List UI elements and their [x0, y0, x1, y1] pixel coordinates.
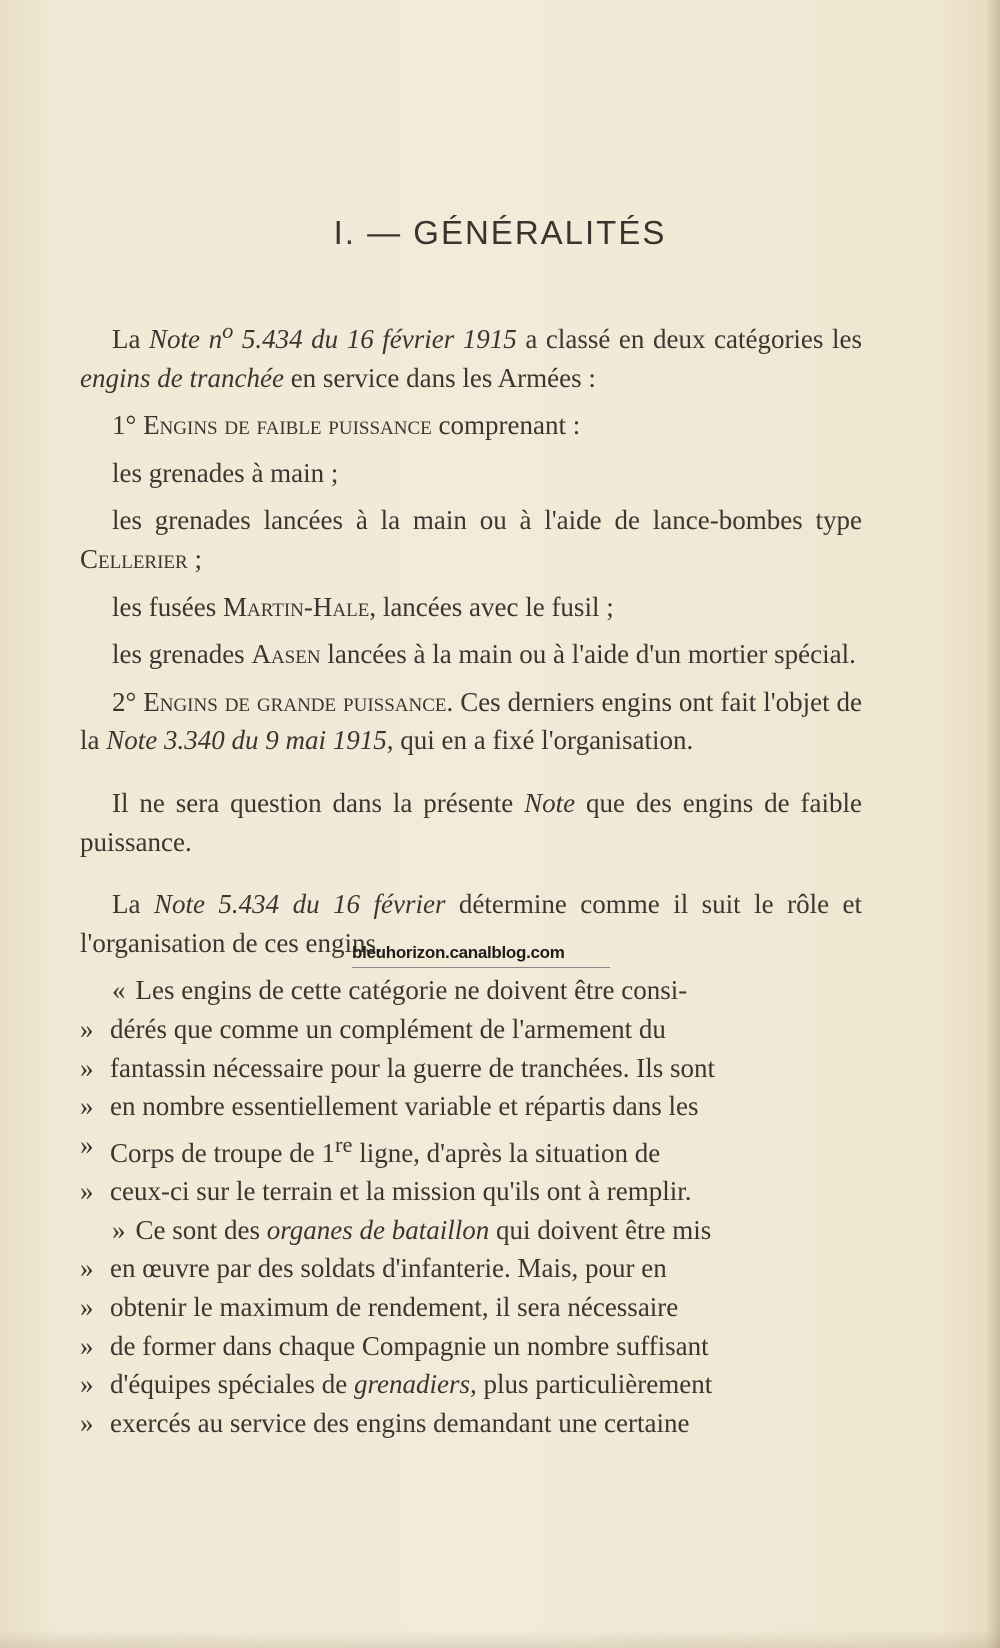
quote-line: » Ce sont des organes de bataillon qui doivent être mis — [112, 1214, 712, 1245]
list-item: les grenades à main ; — [112, 457, 339, 488]
section-heading: I. — GÉNÉRALITÉS — [333, 214, 667, 251]
page-bottom-shadow — [0, 1630, 1000, 1648]
quote-line: » de former dans chaque Compagnie un nombre suffisant — [80, 1330, 709, 1361]
body-text — [80, 312, 862, 1442]
quote-line: » fantassin nécessaire pour la guerre de tranchées. Ils sont — [80, 1052, 716, 1083]
category-2: 2° Engins de grande puissance. Ces derniers engins ont fait l'objet de la Note 3.340 du 9 mai 1915, qui en a fixé l'organisation. — [80, 686, 862, 756]
quote-line: » en nombre essentiellement variable et répartis dans les — [80, 1091, 699, 1122]
category-1: 1° Engins de faible puissance comprenant : — [112, 410, 581, 441]
quote-line: » Corps de troupe de 1re ligne, d'après la situation de — [80, 1129, 661, 1168]
stamp-underline — [352, 967, 610, 968]
paragraph-intro: La Note $n^o$ 5.434 du 16 février 1915 a classé en deux catégories les engins de tranchée en service dans les Armées : — [80, 318, 862, 393]
quote-line: « Les engins de cette catégorie ne doivent être consi- — [112, 975, 688, 1006]
list-item: les grenades lancées à la main ou à l'aide de lance-bombes type Cellerier ; — [80, 505, 862, 574]
quote-line: » d'équipes spéciales de grenadiers, plus particulièrement — [80, 1369, 713, 1400]
quote-line: » obtenir le maximum de rendement, il sera nécessaire — [80, 1292, 679, 1323]
quote-line: » ceux-ci sur le terrain et la mission qu'ils ont à remplir. — [80, 1176, 692, 1207]
watermark-stamp: bleuhorizon.canalblog.com — [352, 943, 565, 962]
quote-line: » en œuvre par des soldats d'infanterie. Mais, pour en — [80, 1253, 667, 1284]
quote-line: » dérés que comme un complément de l'armement du — [80, 1013, 666, 1044]
quotation — [80, 971, 862, 1442]
paragraph-role: La Note 5.434 du 16 février détermine comme il suit le rôle et l'organisation de ces engins. — [80, 889, 862, 958]
list-item: les grenades Aasen lancées à la main ou à l'aide d'un mortier spécial. — [112, 639, 856, 670]
quote-line: » exercés au service des engins demandant une certaine — [80, 1407, 690, 1438]
paragraph-scope: Il ne sera question dans la présente Note que des engins de faible puissance. — [80, 787, 862, 857]
list-item: les fusées Martin-Hale, lancées avec le fusil ; — [112, 591, 614, 622]
